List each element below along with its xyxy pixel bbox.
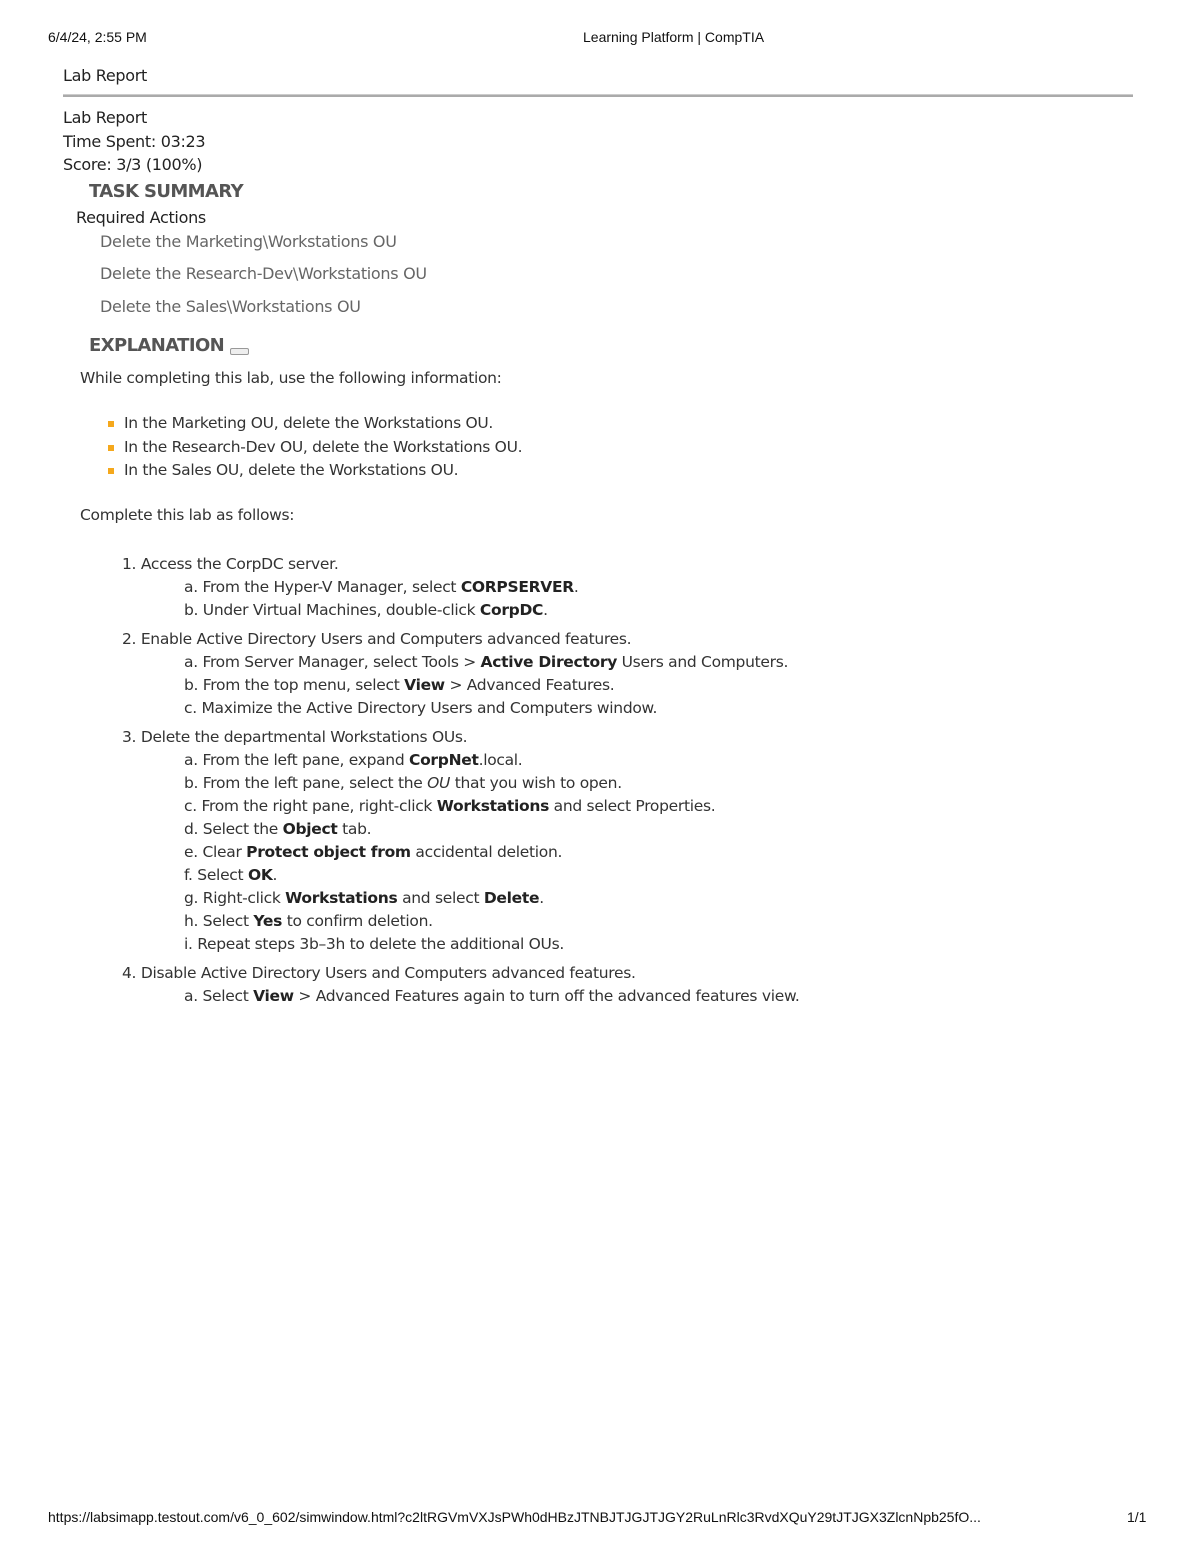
bold-text: Object <box>282 820 338 838</box>
bullet-icon <box>108 421 114 427</box>
steps-list <box>122 553 800 1014</box>
text: Users and Computers. <box>617 653 789 671</box>
sub-step <box>122 674 800 697</box>
sub-step <box>122 599 800 622</box>
sub-step <box>122 651 800 674</box>
step-title: 3. Delete the departmental Workstations OUs. <box>122 728 468 746</box>
step-title: 2. Enable Active Directory Users and Computers advanced features. <box>122 630 632 648</box>
text: tab. <box>337 820 372 838</box>
sub-step <box>122 795 800 818</box>
explanation-intro: While completing this lab, use the following information: <box>80 369 502 387</box>
text: > Advanced Features. <box>444 676 615 694</box>
sub-step <box>122 697 800 720</box>
page-number: 1/1 <box>1127 1509 1147 1525</box>
text: c. Maximize the Active Directory Users and Computers window. <box>184 699 658 717</box>
bullet-icon <box>108 445 114 451</box>
sub-step <box>122 985 800 1008</box>
report-title: Lab Report <box>63 108 148 127</box>
bullet-item: In the Marketing OU, delete the Workstations OU. <box>124 414 494 432</box>
step-title: 4. Disable Active Directory Users and Computers advanced features. <box>122 964 636 982</box>
text: OU <box>427 774 451 792</box>
text: g. Right-click <box>184 889 286 907</box>
step <box>122 962 800 1008</box>
time-spent: Time Spent: 03:23 <box>63 132 206 151</box>
bullet-item: In the Research-Dev OU, delete the Workstations OU. <box>124 438 523 456</box>
bold-text: Workstations <box>436 797 550 815</box>
text: b. Under Virtual Machines, double-click <box>184 601 480 619</box>
text: f. Select <box>184 866 248 884</box>
text: . <box>272 866 278 884</box>
required-actions-heading: Required Actions <box>76 208 206 227</box>
sub-step <box>122 933 800 956</box>
required-action: Delete the Marketing\Workstations OU <box>100 232 397 251</box>
bold-text: View <box>404 676 445 694</box>
required-action: Delete the Sales\Workstations OU <box>100 297 361 316</box>
sub-step <box>122 864 800 887</box>
text: h. Select <box>184 912 254 930</box>
explanation-heading <box>89 335 249 356</box>
text: i. Repeat steps 3b–3h to delete the additional OUs. <box>184 935 565 953</box>
text: a. Select <box>184 987 254 1005</box>
print-title: Learning Platform | CompTIA <box>583 29 765 45</box>
bold-text: CorpDC <box>479 601 544 619</box>
text: a. From the left pane, expand <box>184 751 409 769</box>
step <box>122 553 800 622</box>
sub-step <box>122 910 800 933</box>
print-datetime: 6/4/24, 2:55 PM <box>48 29 147 45</box>
text: . <box>539 889 544 907</box>
text: d. Select the <box>184 820 283 838</box>
page-title: Lab Report <box>63 66 148 85</box>
bullet-item: In the Sales OU, delete the Workstations OU. <box>124 461 459 479</box>
bold-text: Protect object from <box>246 843 411 861</box>
text: a. From the Hyper-V Manager, select <box>184 578 461 596</box>
step-title: 1. Access the CorpDC server. <box>122 555 339 573</box>
text: and select Properties. <box>549 797 716 815</box>
sub-step <box>122 818 800 841</box>
sub-step <box>122 749 800 772</box>
sub-step <box>122 772 800 795</box>
bold-text: Workstations <box>285 889 398 907</box>
explanation-heading-text: EXPLANATION <box>89 335 225 356</box>
text: c. From the right pane, right-click <box>184 797 437 815</box>
collapse-icon[interactable] <box>230 348 249 355</box>
text: a. From Server Manager, select Tools > <box>184 653 481 671</box>
bullet-icon <box>108 468 114 474</box>
text: > Advanced Features again to turn off the advanced features view. <box>293 987 800 1005</box>
bold-text: View <box>253 987 294 1005</box>
bold-text: CorpNet <box>409 751 479 769</box>
score: Score: 3/3 (100%) <box>63 155 203 174</box>
bold-text: CORPSERVER <box>460 578 574 596</box>
text: to confirm deletion. <box>282 912 433 930</box>
sub-step <box>122 887 800 910</box>
required-action: Delete the Research-Dev\Workstations OU <box>100 264 427 283</box>
bold-text: Yes <box>253 912 283 930</box>
print-url: https://labsimapp.testout.com/v6_0_602/simwindow.html?c2ltRGVmVXJsPWh0dHBzJTNBJTJGJTJGY2RuLnRlc3RvdXQuY29tJTJGX3ZlcnNpb25fO... <box>48 1509 981 1525</box>
text: . <box>573 578 579 596</box>
text: accidental deletion. <box>410 843 563 861</box>
bold-text: Delete <box>483 889 540 907</box>
text: .local. <box>478 751 523 769</box>
divider <box>63 94 1133 97</box>
text: b. From the top menu, select <box>184 676 405 694</box>
step <box>122 726 800 956</box>
text: and select <box>397 889 484 907</box>
step <box>122 628 800 720</box>
text: e. Clear <box>184 843 247 861</box>
bold-text: OK <box>247 866 273 884</box>
bold-text: Active Directory <box>480 653 617 671</box>
steps-intro: Complete this lab as follows: <box>80 506 295 524</box>
task-summary-heading: TASK SUMMARY <box>89 181 244 202</box>
text: that you wish to open. <box>450 774 622 792</box>
sub-step <box>122 841 800 864</box>
text: . <box>543 601 548 619</box>
text: b. From the left pane, select the <box>184 774 428 792</box>
sub-step <box>122 576 800 599</box>
